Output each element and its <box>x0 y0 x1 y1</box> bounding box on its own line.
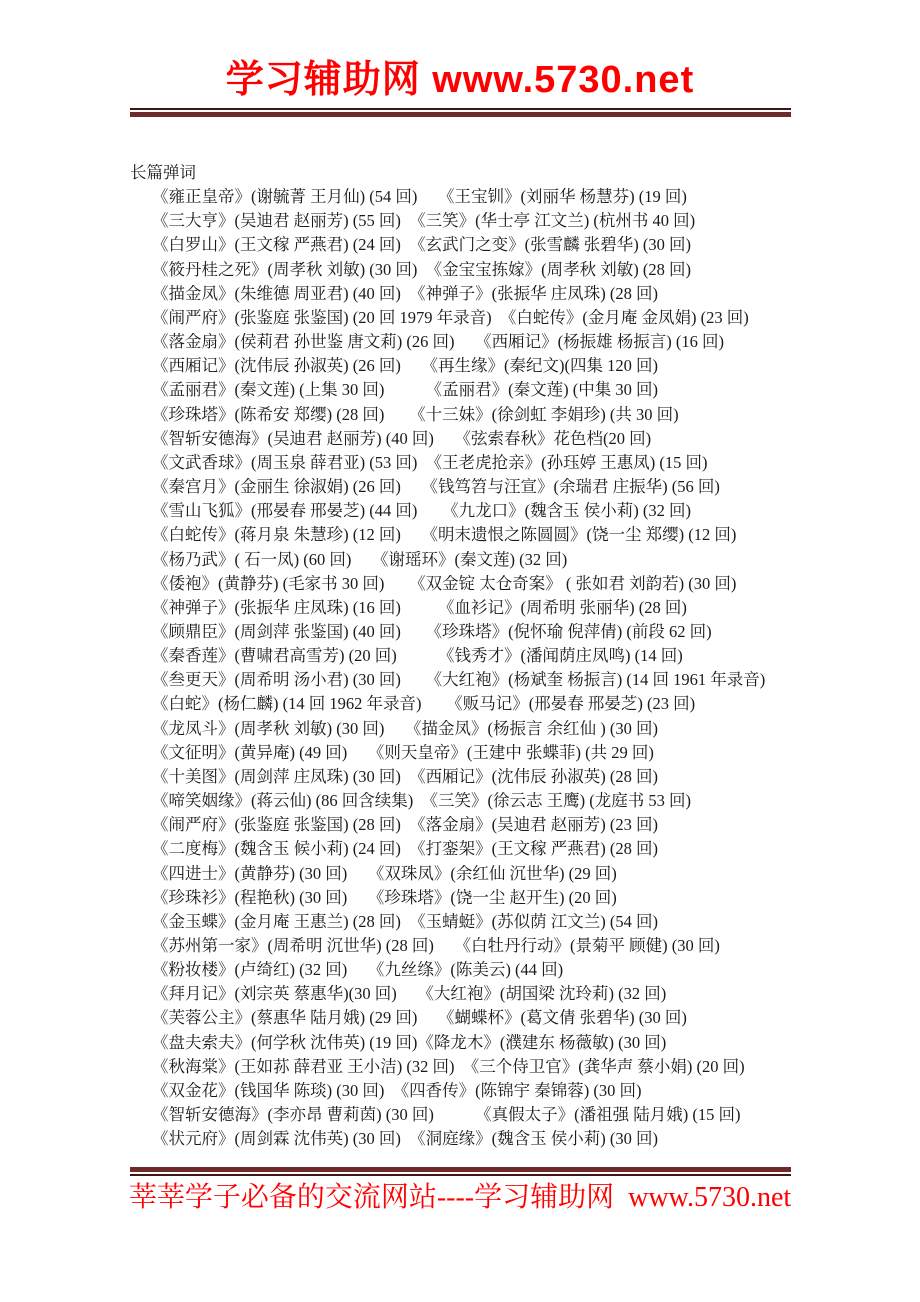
tanci-list-section <box>130 161 802 1151</box>
tanci-entry-line: 《西厢记》(沈伟辰 孙淑英) (26 回) 《再生缘》(秦纪文)(四集 120 回) <box>152 356 658 376</box>
footer-divider <box>130 1167 791 1176</box>
tanci-entry-line: 《杨乃武》( 石一凤) (60 回) 《谢瑶环》(秦文莲) (32 回) <box>152 549 568 569</box>
tanci-entry-line: 《粉妆楼》(卢绮红) (32 回) 《九丝绦》(陈美云) (44 回) <box>152 960 564 980</box>
site-footer-tagline: 莘莘学子必备的交流网站----学习辅助网 www.5730.net <box>128 1182 792 1213</box>
header-divider-thick-line <box>130 112 791 117</box>
tanci-entry-line: 《文征明》(黄异庵) (49 回) 《则天皇帝》(王建中 张蝶菲) (共 29 回) <box>152 742 654 762</box>
tanci-entry-line: 《描金凤》(朱维德 周亚君) (40 回) 《神弹子》(张振华 庄凤珠) (28 回) <box>152 283 658 303</box>
tanci-entry-line: 《啼笑姻缘》(蒋云仙) (86 回含续集) 《三笑》(徐云志 王鹰) (龙庭书 53 回) <box>152 791 691 811</box>
tanci-entry-line: 《珍珠塔》(陈希安 郑缨) (28 回) 《十三妹》(徐剑虹 李娟珍) (共 30 回) <box>152 404 679 424</box>
tanci-entry-line: 《闹严府》(张鉴庭 张鉴国) (28 回) 《落金扇》(吴迪君 赵丽芳) (23 回) <box>152 815 658 835</box>
tanci-entry-line: 《智斩安德海》(李亦昂 曹莉茵) (30 回) 《真假太子》(潘祖强 陆月娥) (15 回) <box>152 1105 741 1125</box>
tanci-entry-line: 《筱丹桂之死》(周孝秋 刘敏) (30 回) 《金宝宝拣嫁》(周孝秋 刘敏) (28 回) <box>152 259 691 279</box>
tanci-entry-line: 《白蛇传》(蒋月泉 朱慧珍) (12 回) 《明末遗恨之陈圆圆》(饶一尘 郑缨) (12 回) <box>152 525 737 545</box>
tanci-entry-line: 《状元府》(周剑霖 沈伟英) (30 回) 《洞庭缘》(魏含玉 侯小莉) (30 回) <box>152 1129 658 1149</box>
tanci-list <box>130 185 802 1151</box>
tanci-entry-line: 《秦香莲》(曹啸君高雪芳) (20 回) 《钱秀才》(潘闻荫庄凤鸣) (14 回) <box>152 646 683 666</box>
tanci-entry-line: 《闹严府》(张鉴庭 张鉴国) (20 回 1979 年录音) 《白蛇传》(金月庵 金凤娟) (23 回) <box>152 307 749 327</box>
header-divider <box>130 108 791 117</box>
tanci-entry-line: 《顾鼎臣》(周剑萍 张鉴国) (40 回) 《珍珠塔》(倪怀瑜 倪萍倩) (前段 62 回) <box>152 621 712 641</box>
tanci-entry-line: 《金玉蝶》(金月庵 王惠兰) (28 回) 《玉蜻蜓》(苏似荫 江文兰) (54 回) <box>152 911 658 931</box>
tanci-entry-line: 《雪山飞狐》(邢晏春 邢晏芝) (44 回) 《九龙口》(魏含玉 侯小莉) (32 回) <box>152 501 691 521</box>
tanci-entry-line: 《孟丽君》(秦文莲) (上集 30 回) 《孟丽君》(秦文莲) (中集 30 回) <box>152 380 658 400</box>
tanci-entry-line: 《秦宫月》(金丽生 徐淑娟) (26 回) 《钱笃笤与汪宣》(余瑞君 庄振华) (56 回) <box>152 477 720 497</box>
tanci-entry-line: 《双金花》(钱国华 陈琰) (30 回) 《四香传》(陈锦宇 秦锦蓉) (30 回) <box>152 1080 642 1100</box>
tanci-entry-line: 《盘夫索夫》(何学秋 沈伟英) (19 回)《降龙木》(濮建东 杨薇敏) (30 回) <box>152 1032 667 1052</box>
tanci-entry-line: 《白蛇》(杨仁麟) (14 回 1962 年录音) 《贩马记》(邢晏春 邢晏芝) (23 回) <box>152 694 696 714</box>
tanci-entry-line: 《珍珠衫》(程艳秋) (30 回) 《珍珠塔》(饶一尘 赵开生) (20 回) <box>152 887 617 907</box>
tanci-entry-line: 《四进士》(黄静芬) (30 回) 《双珠凤》(余红仙 沉世华) (29 回) <box>152 863 617 883</box>
tanci-entry-line: 《雍正皇帝》(谢毓菁 王月仙) (54 回) 《王宝钏》(刘丽华 杨慧芬) (19 回) <box>152 187 687 207</box>
tanci-entry-line: 《龙凤斗》(周孝秋 刘敏) (30 回) 《描金凤》(杨振言 余红仙 ) (30 回) <box>152 718 658 738</box>
tanci-entry-line: 《苏州第一家》(周希明 沉世华) (28 回) 《白牡丹行动》(景菊平 顾健) (30 回) <box>152 936 720 955</box>
tanci-entry-line: 《神弹子》(张振华 庄凤珠) (16 回) 《血衫记》(周希明 张丽华) (28 回) <box>152 597 687 617</box>
tanci-entry-line: 《三大亨》(吴迪君 赵丽芳) (55 回) 《三笑》(华士亭 江文兰) (杭州书 40 回) <box>152 211 696 231</box>
section-title: 长篇弹词 <box>130 163 196 182</box>
tanci-entry-line: 《白罗山》(王文稼 严燕君) (24 回) 《玄武门之变》(张雪麟 张碧华) (30 回) <box>152 235 691 255</box>
tanci-entry-line: 《秋海棠》(王如荪 薛君亚 王小洁) (32 回) 《三个侍卫官》(龚华声 蔡小娟) (20 回) <box>152 1056 745 1076</box>
tanci-entry-line: 《二度梅》(魏含玉 候小莉) (24 回) 《打銮架》(王文稼 严燕君) (28 回) <box>152 839 658 859</box>
tanci-entry-line: 《拜月记》(刘宗英 蔡惠华)(30 回) 《大红袍》(胡国梁 沈玲莉) (32 回) <box>152 984 667 1004</box>
tanci-entry-line: 《智斩安德海》(吴迪君 赵丽芳) (40 回) 《弦索春秋》花色档(20 回) <box>152 428 652 448</box>
footer-divider-thin-line <box>130 1174 791 1176</box>
tanci-entry-line: 《落金扇》(侯莉君 孙世鉴 唐文莉) (26 回) 《西厢记》(杨振雄 杨振言) (16 回) <box>152 332 724 352</box>
tanci-entry-line: 《文武香球》(周玉泉 薛君亚) (53 回) 《王老虎抢亲》(孙珏婷 王惠凤) (15 回) <box>152 452 708 472</box>
tanci-entry-line: 《叁更天》(周希明 汤小君) (30 回) 《大红袍》(杨斌奎 杨振言) (14 回 1961 年录音) <box>152 670 766 690</box>
tanci-entry-line: 《十美图》(周剑萍 庄凤珠) (30 回) 《西厢记》(沈伟辰 孙淑英) (28 回) <box>152 766 658 786</box>
site-header-title: 学习辅助网 www.5730.net <box>225 59 695 101</box>
tanci-entry-line: 《芙蓉公主》(蔡惠华 陆月娥) (29 回) 《蝴蝶杯》(葛文倩 张碧华) (30 回) <box>152 1008 687 1028</box>
tanci-entry-line: 《倭袍》(黄静芬) (毛家书 30 回) 《双金锭 太仓奇案》 ( 张如君 刘韵若) (30 回) <box>152 573 737 593</box>
